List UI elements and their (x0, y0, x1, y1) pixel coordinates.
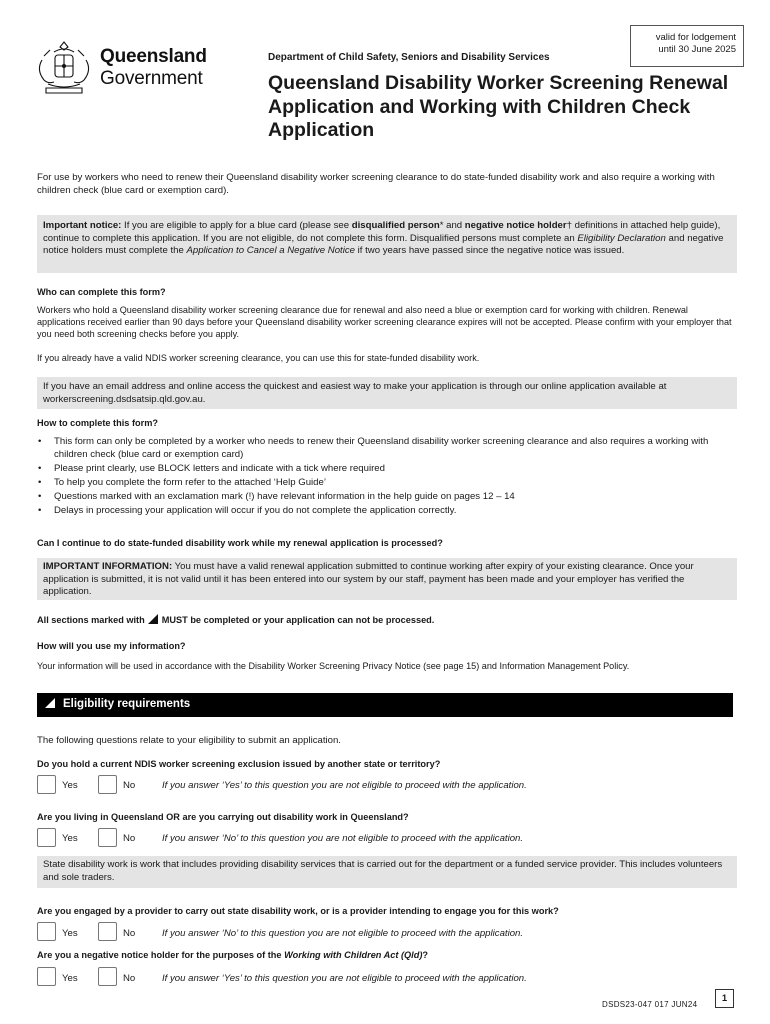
q3-no-checkbox[interactable] (98, 922, 117, 941)
question-living-in-qld: Are you living in Queensland OR are you carrying out disability work in Queensland? (37, 812, 409, 822)
q2-no-checkbox[interactable] (98, 828, 117, 847)
form-code: DSDS23-047 017 JUN24 (602, 1000, 698, 1009)
intro-text: For use by workers who need to renew their Queensland disability worker screening clearance to do state-funded disability work and also require a working with children check (blue card or exemption card). (37, 172, 715, 196)
mandatory-triangle-icon (148, 614, 158, 624)
info-use-text: Your information will be used in accordance with the Disability Worker Screening Privacy Notice (see page 15) and Information Management Policy. (37, 661, 630, 671)
q4-no-checkbox[interactable] (98, 967, 117, 986)
lodgement-line-1: valid for lodgement (655, 32, 736, 43)
department-name: Department of Child Safety, Seniors and Disability Services (268, 52, 550, 63)
state-disability-work-box: State disability work is work that includes providing disability services that is carried out for the department or a funded service provider. This includes volunteers and sole traders. (37, 856, 737, 888)
mandatory-triangle-icon (45, 698, 55, 708)
cancel-negative-notice-title: Application to Cancel a Negative Notice (186, 245, 355, 256)
how-bullet-list (37, 436, 737, 519)
list-item: • Questions marked with an exclamation mark (!) have relevant information in the help guide on pages 12 – 14 (37, 491, 737, 504)
form-title: Queensland Disability Worker Screening Renewal Application and Working with Children Check Application (268, 72, 729, 141)
q1-yes-checkbox[interactable] (37, 775, 56, 794)
q3-note: If you answer ‘No’ to this question you are not eligible to proceed with the application. (162, 928, 524, 939)
important-text-1: If you are eligible to apply for a blue card (please see (121, 220, 352, 231)
q1-note: If you answer ‘Yes’ to this question you are not eligible to proceed with the application. (162, 780, 527, 791)
info-use-heading: How will you use my information? (37, 641, 186, 651)
list-item: • Please print clearly, use BLOCK letters and indicate with a tick where required (37, 463, 737, 476)
qld-government-logo (34, 38, 214, 96)
ndis-text: If you already have a valid NDIS worker screening clearance, you can use this for state-funded disability work. (37, 353, 480, 363)
list-item: • Delays in processing your application will occur if you do not complete the application correctly. (37, 505, 737, 518)
eligibility-intro: The following questions relate to your eligibility to submit an application. (37, 735, 341, 746)
q4-note: If you answer ‘Yes’ to this question you are not eligible to proceed with the application. (162, 973, 527, 984)
yes-label: Yes (62, 780, 78, 791)
important-information-text: You must have a valid renewal application submitted to continue working after expiry of your existing clearance. Once your application is submitted, it is not valid until it has been entered into our system by our staff, payment has been made and your employer has verified the application. (43, 561, 694, 597)
q2-yes-checkbox[interactable] (37, 828, 56, 847)
list-item: • To help you complete the form refer to the attached ‘Help Guide’ (37, 477, 737, 490)
who-heading: Who can complete this form? (37, 287, 166, 297)
eligibility-declaration-title: Eligibility Declaration (577, 232, 666, 244)
q4-yes-checkbox[interactable] (37, 967, 56, 986)
yes-label: Yes (62, 973, 78, 984)
important-notice-box (37, 215, 737, 273)
important-text-3: † definitions in attached help guide), continue to complete this application. If you are not eligible, do not complete this form. Disqualified persons must complete an (43, 220, 721, 244)
negative-notice-holder-term: negative notice holder (464, 220, 567, 231)
question-negative-notice-holder (37, 950, 428, 960)
all-sections-after: MUST be completed or your application can not be processed. (161, 615, 435, 625)
online-application-box: If you have an email address and online access the quickest and easiest way to make your application is through our online application available at workerscreening.dsdsatsip.qld.gov.au. (37, 377, 737, 409)
brand-government: Government (100, 68, 203, 89)
no-label: No (123, 780, 136, 791)
list-item: • This form can only be completed by a worker who needs to renew their Queensland disability worker screening clearance and also requires a working with children check (blue card or exemption card) (37, 436, 737, 461)
brand-queensland: Queensland (100, 46, 207, 67)
important-text-5: if two years have passed since the negative notice was issued. (354, 245, 625, 256)
q3-yes-checkbox[interactable] (37, 922, 56, 941)
all-sections-before: All sections marked with (37, 615, 145, 625)
q4-act-title: Working with Children Act (Qld) (284, 950, 423, 960)
no-label: No (123, 928, 136, 939)
question-ndis-exclusion: Do you hold a current NDIS worker screening exclusion issued by another state or territory? (37, 759, 441, 769)
all-sections-notice (37, 614, 434, 625)
q4-text-before: Are you a negative notice holder for the purposes of the (37, 950, 285, 960)
question-engaged-by-provider: Are you engaged by a provider to carry out state disability work, or is a provider intending to engage you for this work? (37, 906, 559, 916)
q1-no-checkbox[interactable] (98, 775, 117, 794)
lodgement-line-2: until 30 June 2025 (658, 44, 736, 55)
important-text-2: * and (439, 220, 465, 231)
lodgement-validity-box (630, 25, 744, 67)
important-text-4: and negative notice holders must complete the (43, 232, 724, 256)
disqualified-person-term: disqualified person (351, 220, 440, 231)
q2-note: If you answer ‘No’ to this question you are not eligible to proceed with the application. (162, 833, 524, 844)
yes-label: Yes (62, 833, 78, 844)
coat-of-arms-icon (34, 38, 94, 96)
eligibility-section-header (37, 693, 733, 717)
page-number: 1 (715, 989, 734, 1008)
continue-heading: Can I continue to do state-funded disability work while my renewal application is processed? (37, 538, 443, 548)
no-label: No (123, 833, 136, 844)
important-information-box (37, 558, 737, 600)
important-information-label: IMPORTANT INFORMATION: (43, 561, 173, 572)
eligibility-title: Eligibility requirements (63, 698, 191, 710)
how-heading: How to complete this form? (37, 418, 158, 428)
yes-label: Yes (62, 928, 78, 939)
who-text: Workers who hold a Queensland disability worker screening clearance due for renewal and also need a blue or exemption card for working with children. Renewal applications received earlier than 90 days before your Queensland disability worker screening clearance expires will not be accepted. Please confirm with your employer that you need both screening checks before you apply. (37, 305, 732, 339)
q4-text-after: ? (422, 950, 429, 960)
no-label: No (123, 973, 136, 984)
important-notice-label: Important notice: (43, 220, 122, 231)
